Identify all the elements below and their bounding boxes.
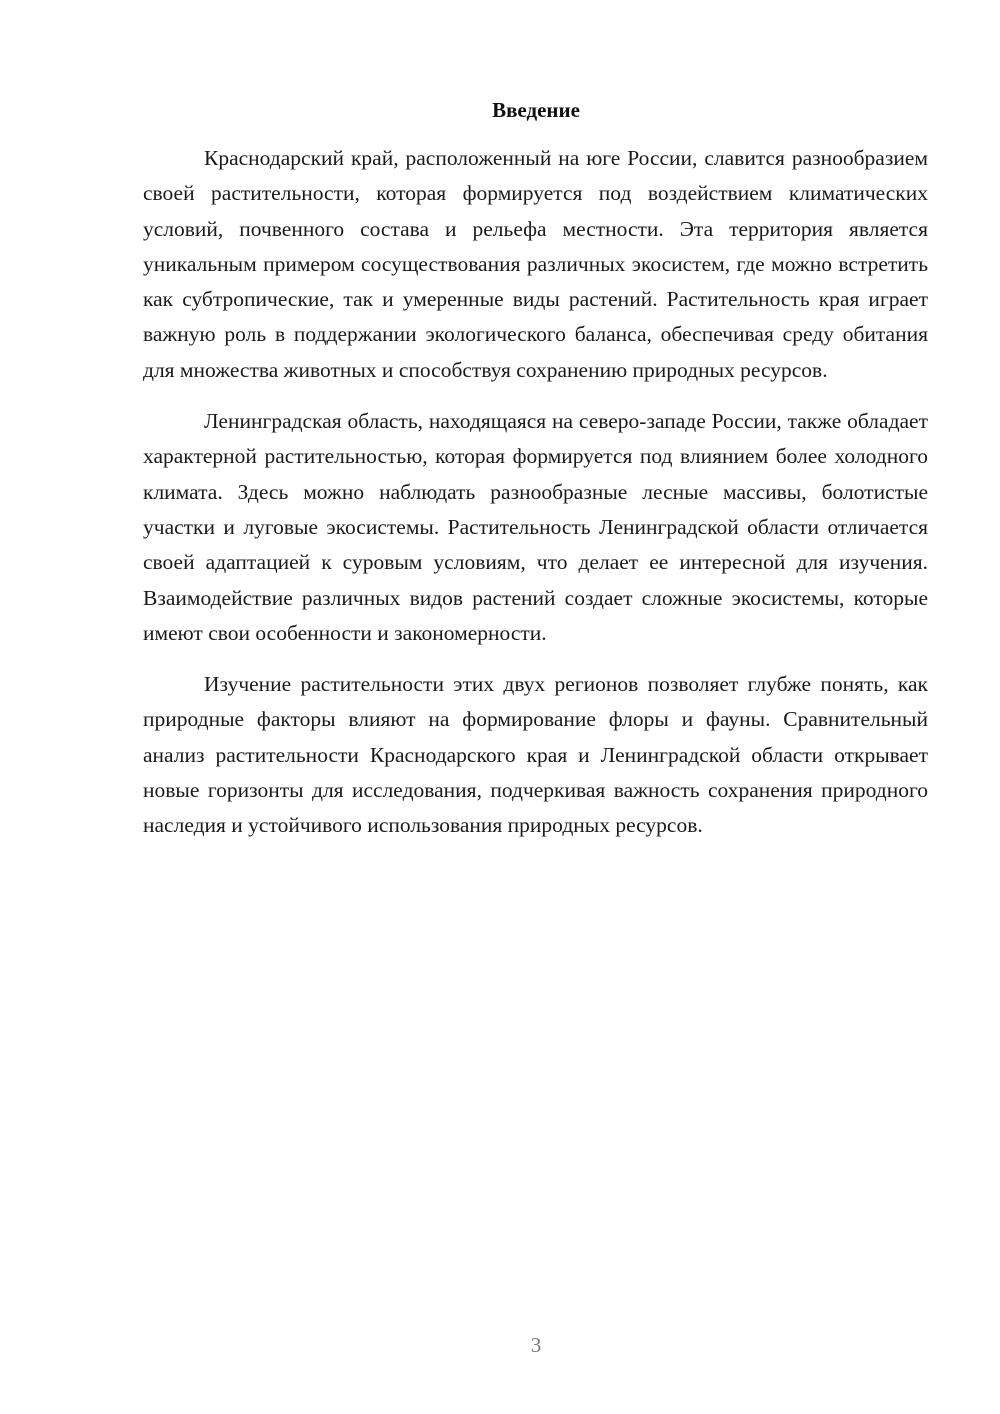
paragraph-2: Ленинградская область, находящаяся на северо-западе России, также обладает характерной растительностью, которая формируется под влиянием более холодного климата. Здесь можно наблюдать разнообразные лесные массивы, болотистые участки и луговые экосистемы. Растительность Ленинградской области отличается своей адаптацией к суровым условиям, что делает ее интересной для изучения. Взаимодействие различных видов растений создает сложные экосистемы, которые имеют свои особенности и закономерности. <box>143 409 928 645</box>
page-number: 3 <box>530 1333 542 1357</box>
paragraph-3: Изучение растительности этих двух регионов позволяет глубже понять, как природные факторы влияют на формирование флоры и фауны. Сравнительный анализ растительности Краснодарского края и Ленинградской области открывает новые горизонты для исследования, подчеркивая важность сохранения природного наследия и устойчивого использования природных ресурсов. <box>143 672 928 838</box>
page-title: Введение <box>492 98 580 122</box>
body-text <box>143 141 928 860</box>
paragraph-1: Краснодарский край, расположенный на юге России, славится разнообразием своей растительности, которая формируется под воздействием климатических условий, почвенного состава и рельефа местности. Эта территория является уникальным примером сосуществования различных экосистем, где можно встретить как субтропические, так и умеренные виды растений. Растительность края играет важную роль в поддержании экологического баланса, обеспечивая среду обитания для множества животных и способствуя сохранению природных ресурсов. <box>143 146 928 382</box>
